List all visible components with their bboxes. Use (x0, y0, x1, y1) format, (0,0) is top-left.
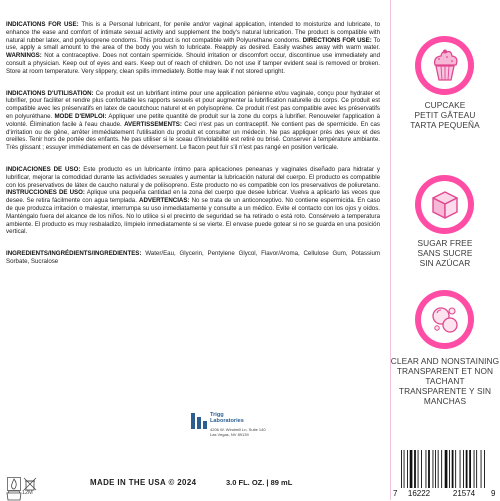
barcode-bar (449, 450, 450, 488)
fr-warnings-text: Ceci n'est pas un contraceptif. Ne contient pas de spermicide. En cas d'irritation ou de gêne, arrêter immédiatement l'utilisation du produit et consulter un médecin. Ne pas appliquer près des yeux et des oreilles. Tenir hors de portée des enfants. Ne pas utiliser si le sceau d'inviolabilité est retiré ou brisé. Conserver à température ambiante. Très glissant ; essuyer immédiatement en cas de déversement. Le flacon peut fuir s'il n'est pas rangé en position verticale. (6, 120, 380, 152)
barcode-bar (469, 450, 471, 488)
en-directions-heading: DIRECTIONS FOR USE: (302, 36, 372, 44)
barcode-digit-check: 9 (491, 489, 496, 498)
sugar-free-badge (415, 175, 474, 234)
cupcake-label (390, 100, 500, 130)
sugar-free-label (390, 238, 500, 268)
address-line-1: 4206 W. Windmill Ln. Suite 140 (210, 427, 266, 432)
barcode-bar (421, 450, 422, 488)
french-section (6, 90, 380, 152)
barcode-bar (410, 450, 413, 488)
barcode-digit-prefix: 7 (393, 489, 398, 498)
volume-label: 3.0 FL. OZ. | 89 mL (226, 478, 293, 487)
barcode-bar (401, 450, 402, 488)
barcode-bar (455, 450, 456, 488)
barcode-bar (452, 450, 454, 488)
barcode-bar (404, 450, 405, 488)
clear-label-es: TRANSPARENTE Y SIN MANCHAS (398, 386, 492, 406)
en-indications-text: This is a Personal lubricant, for penile and/or vaginal application, intended to moisturize and lubricate, to enhance the ease and comfort of intimate sexual activity and supplement the body's natural lubrication. The product is compatible with natural rubber latex, and polyisoprene condoms. This product is not compatible with Polyurethane condoms. (6, 21, 380, 44)
barcode-bar (463, 450, 464, 488)
es-directions-heading: INSTRUCCIONES DE USO: (6, 189, 85, 197)
barcode-bar (466, 450, 468, 488)
barcode-bar (476, 450, 477, 488)
es-directions-text: Aplique una pequeña cantidad en la zona del cuerpo que desee lubricar. Vuelva a aplicarlo las veces que desee. Se retira fácilmente con agua templada. (6, 189, 380, 205)
cupcake-icon (425, 46, 465, 86)
spanish-section (6, 166, 380, 236)
es-warnings-text: No se trata de un anticonceptivo. No contiene espermicida. En caso de que produzca irritación o malestar, interrumpa su uso inmediatamente y consulte a un médico. Evite el contacto con los ojos y oídos. Manténgalo fuera del alcance de los niños. No lo utilice si el precinto de seguridad se ha retirado o está roto. Consérvelo a temperatura ambiente. El producto es muy resbaladizo, límpielo inmediatamente si se vierte. El envase puede gotear si no se guarda en una posición vertical. (6, 197, 380, 236)
brand-line-2: Laboratories (210, 418, 244, 425)
en-warnings-text: Not a contraceptive. Does not contain spermicide. Should irritation or discomfort occur, discontinue use immediately and consult a physician. Keep out of eyes and ears. Keep out of reach of children. Do not use if tamper evident seal is removed or broken. Store at room temperature. Very slippery, clean spills immediately. Bottle may leak if not stored upright. (6, 52, 380, 75)
sugar-free-label-fr: SANS SUCRE (417, 248, 473, 258)
fr-indications-heading: INDICATIONS D'UTILISATION: (6, 89, 94, 97)
fr-directions-text: Appliquer une petite quantité de produit sur la zone du corps à lubrifier. Renouveler l'application à volonté. Élimination facile à l'eau chaude. (6, 112, 380, 128)
pao-jar-icon (6, 490, 22, 501)
cupcake-label-es: TARTA PEQUEÑA (410, 120, 480, 130)
barcode-bar (460, 450, 461, 488)
barcode-bar (438, 450, 439, 488)
fr-directions-heading: MODE D'EMPLOI: (54, 112, 107, 120)
made-in-usa: MADE IN THE USA © 2024 (90, 478, 197, 487)
barcode-digits-right: 21574 (452, 489, 476, 498)
bubbles-icon (425, 300, 465, 340)
cupcake-label-fr: PETIT GÂTEAU (414, 110, 476, 120)
barcode-bar (428, 450, 430, 488)
english-section (6, 21, 380, 76)
barcode-digits-left: 16222 (407, 489, 431, 498)
address-line-2: Las Vegas, NV 89139 (210, 432, 249, 437)
fr-indications-text: Ce produit est un lubrifiant intime pour une application pénienne et/ou vaginale, conçu pour hydrater et lubrifier, pour faciliter et rendre plus confortable les rapports sexuels et pour augmenter la lubrification naturelle du corps. Ce produit est compatible avec les préservatifs en latex de caoutchouc naturel et en polyisoprène. Ce produit n'est pas compatible avec les préservatifs en polyuréthane. (6, 89, 380, 120)
clear-badge (415, 290, 474, 349)
ingredients-heading: INGREDIENTS/INGRÉDIENTS/INGREDIENTES: (6, 250, 142, 258)
barcode-bar (426, 450, 427, 488)
cupcake-label-en: CUPCAKE (424, 100, 466, 110)
barcode-bar (441, 450, 442, 488)
ingredients-section (6, 250, 380, 266)
sugar-cube-icon (425, 185, 465, 225)
sugar-free-label-en: SUGAR FREE (417, 238, 473, 248)
barcode-bar (414, 450, 416, 488)
brand-address (210, 427, 266, 437)
barcode-bar (445, 450, 448, 488)
clear-label-fr: TRANSPARENT ET NON TACHANT (396, 366, 494, 386)
barcode-bar (418, 450, 419, 488)
barcode-bar (484, 450, 485, 488)
pao-label: 12M (22, 490, 33, 496)
sugar-free-label-es: SIN AZÚCAR (419, 258, 471, 268)
barcode-bar (433, 450, 434, 488)
brand-name (210, 412, 244, 425)
barcode-bar (481, 450, 482, 488)
wheelie-bin-icon (23, 477, 37, 491)
barcode (389, 446, 499, 498)
fr-warnings-heading: AVERTISSEMENTS: (124, 120, 182, 128)
ingredients-text: Water/Eau, Glycerin, Pentylene Glycol, Flavor/Aroma, Cellulose Gum, Potassium Sorbate, Sucralose (6, 250, 380, 265)
barcode-bar (435, 450, 436, 488)
clear-label-en: CLEAR AND NONSTAINING (390, 356, 500, 366)
cupcake-badge (415, 36, 474, 95)
en-warnings-heading: WARNINGS: (6, 52, 42, 60)
en-indications-heading: INDICATIONS FOR USE: (6, 21, 79, 28)
es-indications-heading: INDICACIONES DE USO: (6, 165, 81, 173)
es-warnings-heading: ADVERTENCIAS: (139, 197, 190, 205)
brand-line-1: Trigg (210, 412, 224, 418)
clear-label (390, 356, 500, 406)
barcode-bar (474, 450, 475, 488)
barcode-bar (407, 450, 408, 488)
flame-icon (7, 477, 21, 491)
en-directions-text: To use, apply a small amount to the area of the body you wish to lubricate. Reapply as desired. Easily washes away with warm water. (6, 36, 380, 52)
barcode-bars (401, 450, 485, 488)
es-indications-text: Este producto es un lubricante íntimo para aplicaciones peneanas y vaginales diseñado para hidratar y lubrificar, mejorar la comodidad durante las actividades sexuales y aumentar la lubricación natural del cuerpo. El producto es compatible con los preservativos de látex de caucho natural y de poliisopreno. Este producto no es compatible con los preservativos de poliuretano. (6, 165, 380, 189)
usage-text-column (6, 21, 380, 280)
